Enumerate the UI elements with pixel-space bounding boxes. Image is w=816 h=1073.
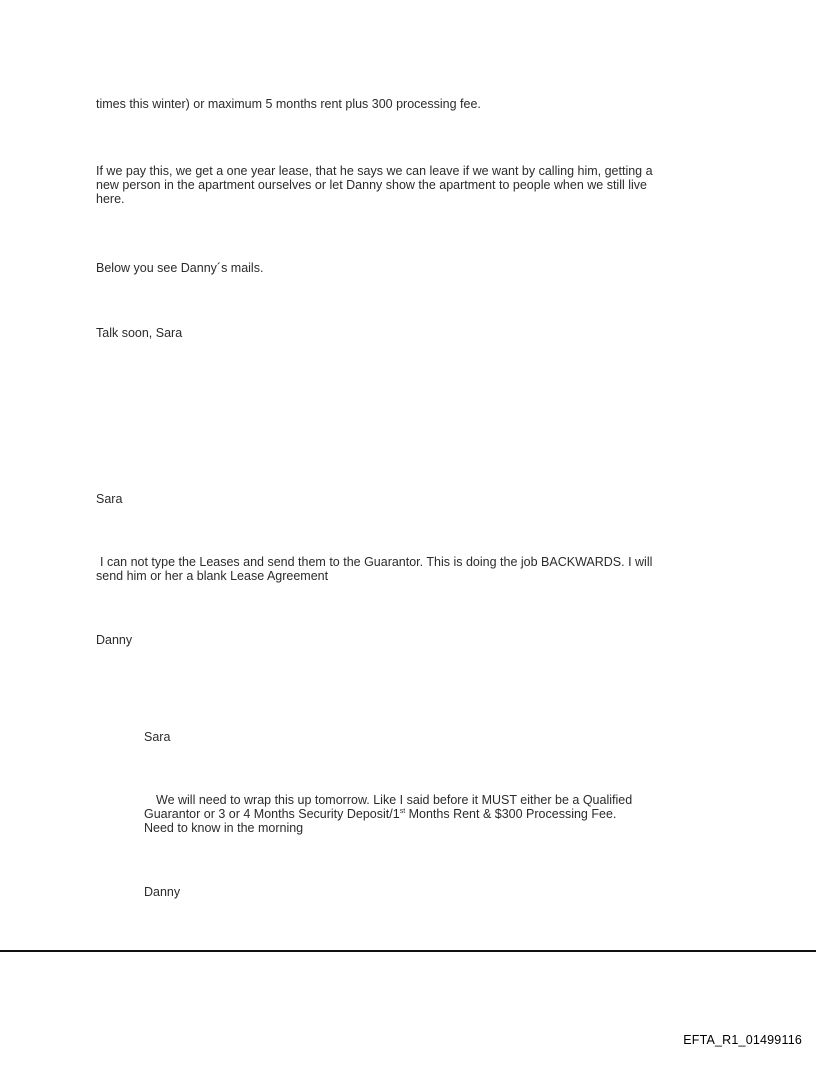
text-line: new person in the apartment ourselves or let Danny show the apartment to people when we still live bbox=[96, 178, 647, 192]
text-line: Guarantor or 3 or 4 Months Security Deposit/1st Months Rent & $300 Processing Fee. bbox=[144, 807, 617, 821]
sign-off bbox=[96, 326, 182, 340]
intro-paragraph-1 bbox=[96, 97, 481, 111]
text-line: times this winter) or maximum 5 months rent plus 300 processing fee. bbox=[96, 97, 481, 111]
intro-paragraph-2 bbox=[96, 164, 736, 206]
quoted-mail-2-salutation: Sara bbox=[144, 730, 171, 744]
text-line: here. bbox=[96, 192, 125, 206]
text-line: We will need to wrap this up tomorrow. Like I said before it MUST either be a Qualified bbox=[156, 793, 633, 807]
quoted-mail-1-signature: Danny bbox=[96, 633, 133, 647]
text-line: send him or her a blank Lease Agreement bbox=[96, 569, 329, 583]
intro-paragraph-3 bbox=[96, 261, 263, 275]
document-id: EFTA_R1_01499116 bbox=[683, 1033, 802, 1047]
page-divider bbox=[0, 950, 816, 952]
text-line: I can not type the Leases and send them to the Guarantor. This is doing the job BACKWARDS. I will bbox=[100, 555, 653, 569]
text-line: Talk soon, Sara bbox=[96, 326, 183, 340]
quoted-mail-2-signature: Danny bbox=[144, 885, 181, 899]
quoted-mail-1-salutation: Sara bbox=[96, 492, 123, 506]
quoted-mail-2-body bbox=[144, 793, 704, 835]
text-line: Need to know in the morning bbox=[144, 821, 304, 835]
quoted-mail-1-body bbox=[96, 555, 716, 583]
text-line: If we pay this, we get a one year lease, that he says we can leave if we want by calling him, getting a bbox=[96, 164, 653, 178]
text-line: Below you see Danny´s mails. bbox=[96, 261, 264, 275]
